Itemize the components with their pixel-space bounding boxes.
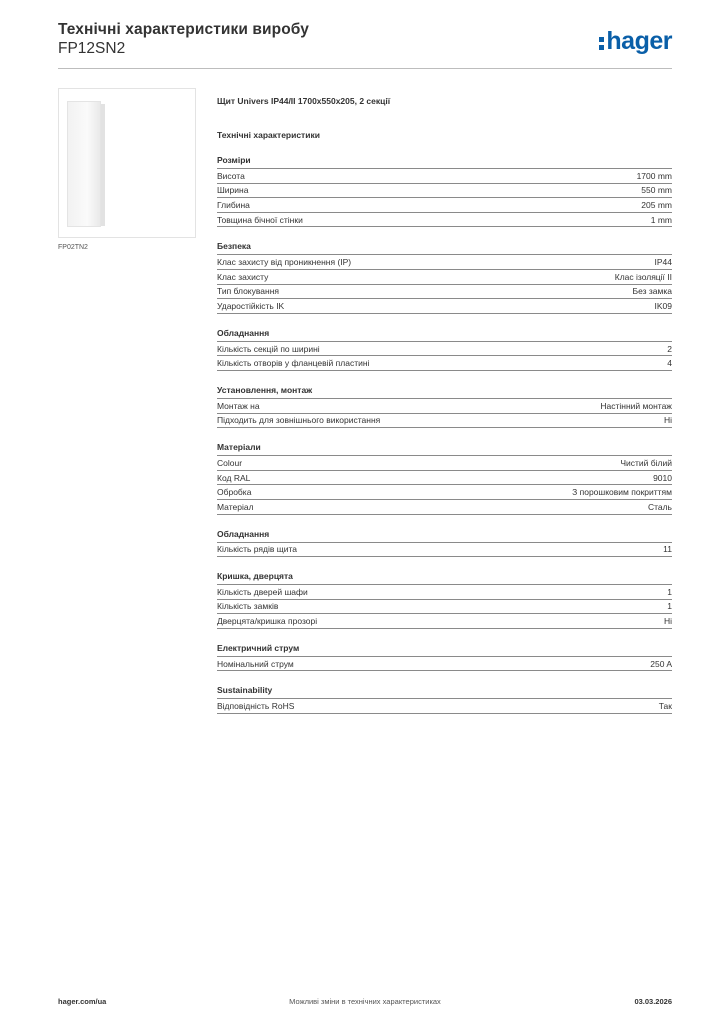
- document-header: [58, 20, 672, 58]
- spec-row: [217, 184, 672, 199]
- spec-label: Товщина бічної стінки: [217, 214, 303, 225]
- spec-value: Сталь: [647, 501, 672, 512]
- spec-row: [217, 285, 672, 300]
- spec-label: Клас захисту від проникнення (IP): [217, 257, 352, 268]
- logo-text: hager: [606, 27, 672, 55]
- spec-row: [217, 585, 672, 600]
- spec-group-title: Обладнання: [217, 529, 672, 543]
- spec-row: [217, 485, 672, 500]
- footer-notice: Можливі зміни в технічних характеристиках: [289, 997, 441, 1006]
- spec-label: Обробка: [217, 487, 252, 498]
- spec-label: Кількість дверей шафи: [217, 586, 308, 597]
- spec-value: 1: [667, 601, 672, 612]
- spec-value: Чистий білий: [620, 457, 672, 468]
- spec-groups: [217, 155, 672, 714]
- spec-row: [217, 699, 672, 714]
- hager-logo: [599, 27, 672, 56]
- image-caption: FP02TN2: [58, 244, 88, 251]
- spec-label: Глибина: [217, 199, 250, 210]
- spec-content: [217, 96, 672, 714]
- spec-group-title: Електричний струм: [217, 643, 672, 657]
- footer-date: 03.03.2026: [634, 997, 672, 1006]
- product-image: [58, 88, 196, 238]
- spec-value: 205 mm: [641, 199, 672, 210]
- spec-label: Кількість рядів щита: [217, 544, 297, 555]
- spec-row: [217, 213, 672, 228]
- spec-value: 250 A: [650, 658, 672, 669]
- spec-row: [217, 299, 672, 314]
- spec-value: 1700 mm: [636, 170, 672, 181]
- spec-label: Клас захисту: [217, 271, 269, 282]
- spec-value: Ні: [663, 616, 672, 627]
- spec-row: [217, 356, 672, 371]
- spec-value: 11: [663, 544, 672, 555]
- spec-label: Підходить для зовнішнього використання: [217, 415, 381, 426]
- spec-row: [217, 614, 672, 629]
- product-code: FP12SN2: [58, 40, 126, 57]
- spec-value: IK09: [654, 300, 672, 311]
- specs-title: Технічні характеристики: [217, 130, 320, 140]
- spec-label: Відповідність RoHS: [217, 701, 295, 712]
- spec-group: [217, 643, 672, 672]
- spec-label: Кількість секцій по ширині: [217, 343, 320, 354]
- spec-label: Матеріал: [217, 501, 254, 512]
- header-divider: [58, 68, 672, 69]
- product-name: Щит Univers IP44/II 1700x550x205, 2 секції: [217, 96, 391, 106]
- spec-row: [217, 543, 672, 558]
- spec-group-title: Обладнання: [217, 328, 672, 342]
- spec-label: Кількість замків: [217, 601, 279, 612]
- spec-value: IP44: [654, 257, 672, 268]
- spec-group: [217, 442, 672, 514]
- spec-group: [217, 571, 672, 629]
- spec-row: [217, 270, 672, 285]
- spec-group: [217, 685, 672, 714]
- spec-label: Висота: [217, 170, 245, 181]
- spec-label: Дверцята/кришка прозорі: [217, 616, 318, 627]
- spec-label: Кількість отворів у фланцевій пластині: [217, 358, 370, 369]
- spec-row: [217, 600, 672, 615]
- spec-value: З порошковим покриттям: [572, 487, 672, 498]
- spec-label: Тип блокування: [217, 286, 280, 297]
- spec-label: Номінальний струм: [217, 658, 294, 669]
- footer-website: hager.com/ua: [58, 997, 107, 1006]
- spec-value: 9010: [653, 472, 672, 483]
- spec-row: [217, 500, 672, 515]
- spec-row: [217, 255, 672, 270]
- spec-value: 550 mm: [641, 185, 672, 196]
- spec-label: Ударостійкість IK: [217, 300, 285, 311]
- spec-row: [217, 169, 672, 184]
- spec-value: Ні: [663, 415, 672, 426]
- spec-row: [217, 471, 672, 486]
- spec-value: 1 mm: [650, 214, 672, 225]
- spec-row: [217, 456, 672, 471]
- spec-row: [217, 198, 672, 213]
- spec-value: Без замка: [632, 286, 672, 297]
- spec-value: 1: [667, 586, 672, 597]
- spec-group-title: Розміри: [217, 155, 672, 169]
- cabinet-illustration: [67, 101, 101, 227]
- spec-group-title: Sustainability: [217, 685, 672, 699]
- spec-label: Монтаж на: [217, 400, 260, 411]
- spec-group-title: Кришка, дверцята: [217, 571, 672, 585]
- spec-group: [217, 328, 672, 371]
- spec-group: [217, 385, 672, 428]
- spec-value: Настінний монтаж: [600, 400, 672, 411]
- spec-group-title: Установлення, монтаж: [217, 385, 672, 399]
- spec-group-title: Матеріали: [217, 442, 672, 456]
- spec-label: Colour: [217, 457, 243, 468]
- spec-label: Код RAL: [217, 472, 251, 483]
- spec-row: [217, 414, 672, 429]
- spec-row: [217, 342, 672, 357]
- spec-row: [217, 657, 672, 672]
- spec-value: 2: [667, 343, 672, 354]
- spec-value: Так: [658, 701, 672, 712]
- spec-group: [217, 155, 672, 227]
- spec-value: 4: [667, 358, 672, 369]
- spec-row: [217, 399, 672, 414]
- spec-group: [217, 241, 672, 313]
- spec-value: Клас ізоляції II: [614, 271, 672, 282]
- spec-group: [217, 529, 672, 558]
- spec-label: Ширина: [217, 185, 249, 196]
- document-title: Технічні характеристики виробу: [58, 21, 309, 38]
- logo-dots-icon: [599, 37, 604, 50]
- spec-group-title: Безпека: [217, 241, 672, 255]
